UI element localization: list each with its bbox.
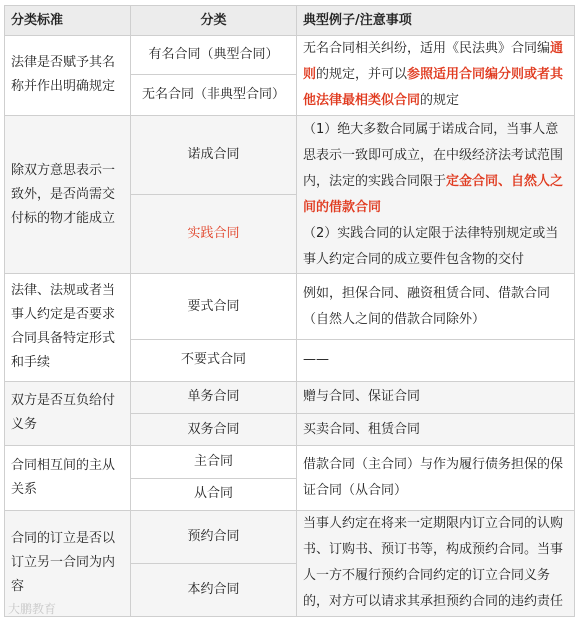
table-row [5, 381, 575, 413]
table-header-row [5, 6, 575, 36]
watermark [8, 600, 56, 617]
type-cell: 预约合同 [131, 510, 297, 563]
type-cell: 主合同 [131, 446, 297, 478]
note-text: 的规定，并可以 [316, 67, 408, 83]
criterion-cell: 法律、法规或者当事人约定是否要求合同具备特定形式和手续 [5, 274, 131, 381]
note-cell: 当事人约定在将来一定期限内订立合同的认购书、订购书、预订书等，构成预约合同。当事人一方不履行预约合同约定的订立合同义务的，对方可以请求其承担预约合同的违约责任 [297, 510, 575, 616]
type-cell: 无名合同（非典型合同） [131, 74, 297, 115]
note-cell [297, 115, 575, 274]
note-highlight: 参照适用合同编分则或者其他法律最相类似合同 [303, 67, 564, 109]
note-cell: 买卖合同、租赁合同 [297, 413, 575, 445]
note-text: 的规定 [420, 93, 460, 109]
type-cell: 诺成合同 [131, 115, 297, 194]
type-cell: 有名合同（典型合同） [131, 36, 297, 75]
header-type: 分类 [131, 6, 297, 36]
note-cell: —— [297, 340, 575, 381]
table-row [5, 36, 575, 75]
type-cell: 要式合同 [131, 274, 297, 340]
table-row [5, 115, 575, 194]
note-text: 无名合同相关纠纷，适用《民法典》合同编 [303, 41, 551, 57]
note-highlight: 通则 [303, 41, 564, 83]
note-cell: 例如，担保合同、融资租赁合同、借款合同（自然人之间的借款合同除外） [297, 274, 575, 340]
note-cell: 借款合同（主合同）与作为履行债务担保的保证合同（从合同） [297, 446, 575, 511]
criterion-cell: 合同相互间的主从关系 [5, 446, 131, 511]
type-cell: 实践合同 [131, 195, 297, 274]
type-cell: 不要式合同 [131, 340, 297, 381]
watermark-text: 大鹏教育 [8, 602, 57, 616]
note-cell: 赠与合同、保证合同 [297, 381, 575, 413]
note-highlight: 定金合同、自然人之间的借款合同 [303, 173, 564, 215]
type-cell: 单务合同 [131, 381, 297, 413]
table-row [5, 274, 575, 340]
header-example: 典型例子/注意事项 [297, 6, 575, 36]
type-cell: 本约合同 [131, 563, 297, 616]
type-cell: 从合同 [131, 478, 297, 510]
criterion-cell: 法律是否赋予其名称并作出明确规定 [5, 36, 131, 116]
note-cell [297, 36, 575, 116]
note-text: （1）绝大多数合同属于诺成合同，当事人意思表示一致即可成立，在中级经济法考试范围内，法定的实践合同限于 [303, 121, 564, 189]
contract-classification-table [4, 5, 575, 617]
table-row [5, 446, 575, 478]
header-criterion: 分类标准 [5, 6, 131, 36]
criterion-cell: 合同的订立是否以订立另一合同为内容 [5, 510, 131, 616]
note-text: （2）实践合同的认定限于法律特别规定或当事人约定合同的成立要件包含物的交付 [303, 225, 559, 267]
criterion-cell: 双方是否互负给付义务 [5, 381, 131, 446]
type-cell: 双务合同 [131, 413, 297, 445]
criterion-cell: 除双方意思表示一致外，是否尚需交付标的物才能成立 [5, 115, 131, 274]
table-row [5, 510, 575, 563]
